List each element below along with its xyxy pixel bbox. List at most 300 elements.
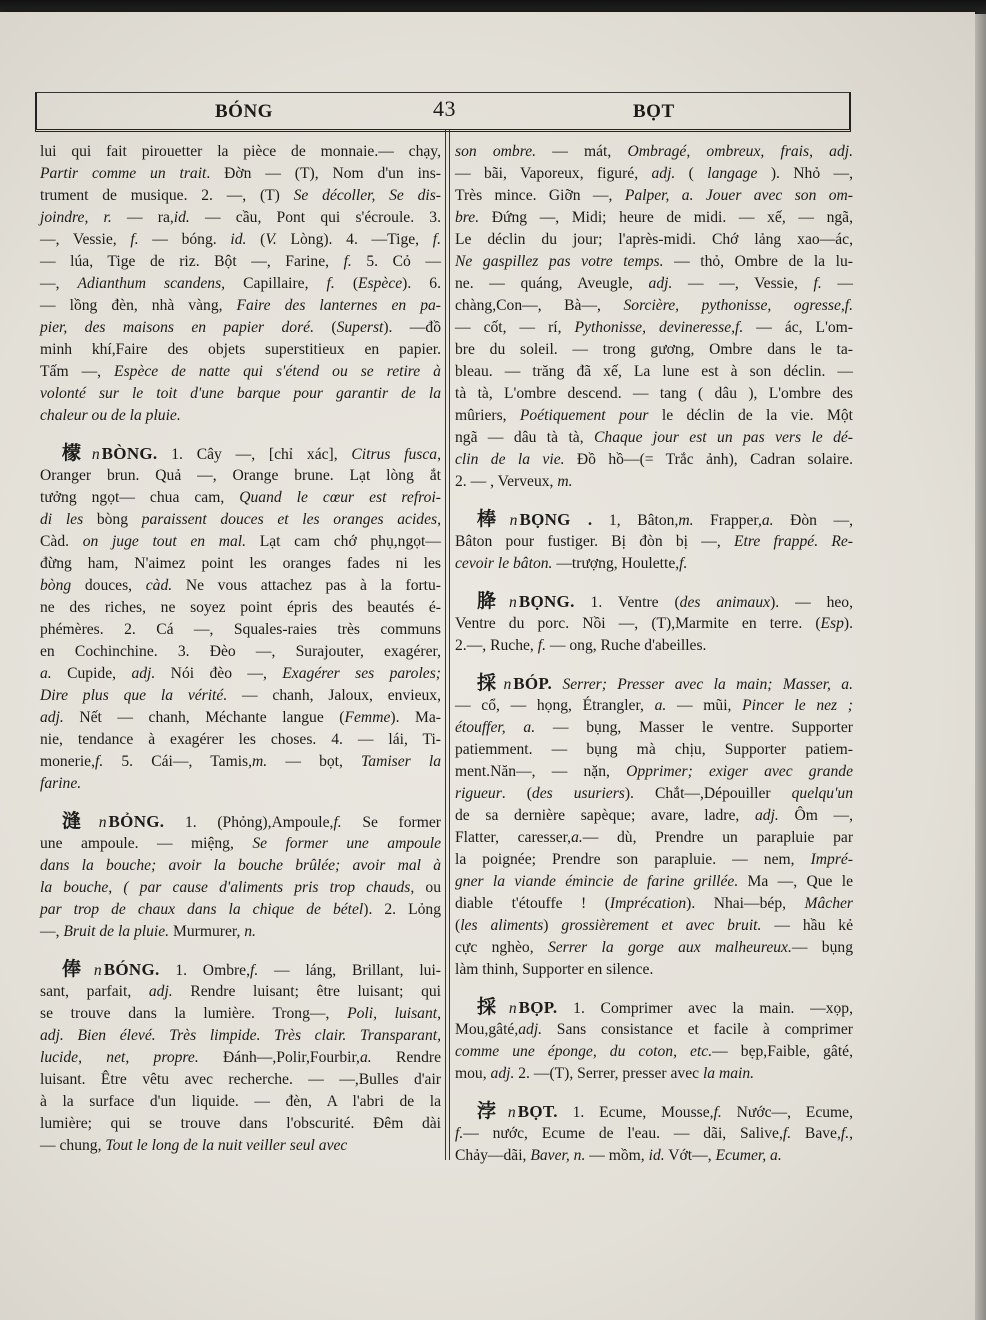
roman-text: 1. Cây —, [chỉ xác], bbox=[157, 446, 352, 463]
entry-line bbox=[40, 1069, 441, 1091]
entry-line bbox=[40, 877, 441, 899]
italic-text: f. bbox=[713, 1104, 722, 1121]
roman-text: tưởng ngọt— chua cam, bbox=[40, 489, 240, 506]
entry-line bbox=[40, 553, 441, 575]
chinese-character: 俸 bbox=[62, 959, 93, 980]
italic-text: cevoir le bâton. bbox=[455, 555, 553, 572]
roman-text: ). Chắt—,Dépouiller bbox=[624, 785, 792, 802]
italic-text: a. bbox=[761, 512, 774, 529]
roman-text: ). Nhai—bép, bbox=[686, 895, 805, 912]
entry-line bbox=[40, 597, 441, 619]
italic-text: Ecumer, a. bbox=[715, 1147, 782, 1164]
italic-text: f. bbox=[679, 555, 688, 572]
entry-line bbox=[40, 295, 441, 317]
italic-text: adj. bbox=[148, 983, 173, 1000]
roman-text: Se former bbox=[341, 814, 441, 831]
entry-line bbox=[40, 251, 441, 273]
italic-text: f. bbox=[343, 253, 352, 270]
italic-text: étouffer, a. bbox=[455, 719, 536, 736]
headword: BỎNG. bbox=[108, 812, 165, 831]
italic-text: f. bbox=[813, 275, 822, 292]
italic-text: rigueur bbox=[455, 785, 502, 802]
roman-text: Đòn —, bbox=[773, 512, 853, 529]
italic-text: son ombre. bbox=[455, 143, 537, 160]
roman-text: — chung, bbox=[40, 1137, 106, 1154]
italic-text: a. bbox=[359, 1049, 372, 1066]
chinese-character: 採 bbox=[477, 997, 508, 1018]
roman-text: ngã — dâu tà tà, bbox=[455, 429, 595, 446]
roman-text: ). bbox=[843, 615, 853, 632]
roman-text: Le déclin du jour; l'après-midi. Chớ lảng xao—ác, bbox=[455, 231, 853, 248]
roman-text: — thỏ, Ombre de la lu- bbox=[663, 253, 854, 270]
entry-line bbox=[40, 1047, 441, 1069]
roman-text: — ác, L'om- bbox=[743, 319, 853, 336]
italic-text: la main. bbox=[702, 1065, 755, 1082]
italic-text: f. bbox=[455, 1125, 464, 1142]
entry-line bbox=[40, 1135, 441, 1157]
entry-line bbox=[455, 695, 853, 717]
entry-line bbox=[40, 707, 441, 729]
roman-text: ( bbox=[334, 275, 359, 292]
roman-text: ). — heo, bbox=[770, 594, 853, 611]
italic-text: des usuriers bbox=[531, 785, 625, 802]
italic-text: f. bbox=[250, 962, 259, 979]
roman-text: une ampoule. — miệng, bbox=[40, 835, 253, 852]
roman-text: —trượng, Houlette, bbox=[552, 555, 680, 572]
part-of-speech: n bbox=[509, 594, 517, 611]
italic-text: Serrer la gorge aux malheureux. bbox=[547, 939, 792, 956]
page-number: 43 bbox=[433, 96, 456, 121]
roman-text: Bâton pour fustiger. Bị đòn bị —, bbox=[455, 533, 734, 550]
italic-text: m. bbox=[252, 753, 268, 770]
italic-text: farine. bbox=[40, 775, 82, 792]
roman-text: ment.Năn—, — nặn, bbox=[455, 763, 627, 780]
roman-text: ( bbox=[313, 319, 337, 336]
italic-text: bòng bbox=[40, 577, 72, 594]
roman-text: ). —đồ bbox=[383, 319, 441, 336]
entry-line bbox=[455, 805, 853, 827]
entry-line bbox=[455, 339, 853, 361]
italic-text: clin de la vie. bbox=[455, 451, 565, 468]
roman-text: ). Ma- bbox=[390, 709, 441, 726]
entry-line bbox=[455, 1123, 853, 1145]
italic-text: Palper, a. Jouer avec son om- bbox=[624, 187, 853, 204]
roman-text: ne des riches, ne soyez point épris des beautés é- bbox=[40, 599, 441, 616]
entry-line bbox=[40, 575, 441, 597]
dictionary-entry bbox=[455, 1101, 853, 1167]
roman-text: — —, Vessie, bbox=[672, 275, 814, 292]
italic-text: Dire plus que la vérité. bbox=[40, 687, 228, 704]
roman-text: à la surface d'un liquide. — đèn, A l'abri de la bbox=[40, 1093, 441, 1110]
entry-line bbox=[40, 833, 441, 855]
entry-line bbox=[455, 761, 853, 783]
roman-text: ). Nhỏ —, bbox=[757, 165, 853, 182]
entry-line bbox=[40, 1025, 441, 1047]
chinese-character: 檬 bbox=[62, 443, 91, 464]
italic-text: gner la viande émincie de farine grillée. bbox=[455, 873, 739, 890]
entry-line bbox=[455, 1019, 853, 1041]
entry-line bbox=[455, 163, 853, 185]
entry-line bbox=[455, 1101, 853, 1123]
roman-text: . Đờn — (T), Nom d'un ins- bbox=[206, 165, 441, 182]
roman-text: Đánh—,Polir,Fourbir, bbox=[198, 1049, 360, 1066]
roman-text: 1. Ventre ( bbox=[574, 594, 680, 611]
chinese-character: 浡 bbox=[477, 1101, 507, 1122]
entry-line bbox=[455, 893, 853, 915]
entry-line bbox=[455, 471, 853, 493]
italic-text: Espèce de natte qui s'étend ou se retire à bbox=[114, 363, 441, 380]
italic-text: Poli, luisant, bbox=[347, 1005, 442, 1022]
chinese-character: 漨 bbox=[62, 811, 98, 832]
part-of-speech: n bbox=[507, 1104, 516, 1121]
entry-line bbox=[455, 783, 853, 805]
dictionary-entry bbox=[40, 811, 441, 943]
entry-line bbox=[40, 619, 441, 641]
roman-text: —, Vessie, bbox=[40, 231, 131, 248]
entry-line bbox=[455, 673, 853, 695]
chinese-character: 胮 bbox=[477, 591, 509, 612]
roman-text: cực nghèo, bbox=[455, 939, 548, 956]
dictionary-entry bbox=[455, 591, 853, 657]
header-left-word: BÓNG bbox=[215, 101, 273, 122]
italic-text: les aliments bbox=[460, 917, 544, 934]
entry-line bbox=[455, 871, 853, 893]
entry-line bbox=[455, 591, 853, 613]
entry-line bbox=[40, 855, 441, 877]
part-of-speech: n bbox=[91, 446, 100, 463]
roman-text: lui qui fait pirouetter la pièce de monnaie.— chạy, bbox=[40, 143, 441, 160]
roman-text: mou, bbox=[455, 1065, 491, 1082]
italic-text: càd. bbox=[145, 577, 173, 594]
italic-text: f. bbox=[840, 1125, 850, 1142]
roman-text: phémères. 2. Cá —, Squales-raies très communs bbox=[40, 621, 441, 638]
entry-line bbox=[455, 849, 853, 871]
italic-text: adj. bbox=[651, 165, 676, 182]
roman-text: chàng,Con—, Bà—, bbox=[455, 297, 624, 314]
italic-text: on juge tout en mal. bbox=[82, 533, 247, 550]
entry-line bbox=[455, 959, 853, 981]
roman-text: bòng bbox=[83, 511, 142, 528]
roman-text: 1, Bâton, bbox=[592, 512, 679, 529]
italic-text: Se décoller, Se dis- bbox=[293, 187, 441, 204]
roman-text: ( bbox=[675, 165, 708, 182]
italic-text: adj. bbox=[648, 275, 673, 292]
roman-text: Lòng). 4. —Tige, bbox=[276, 231, 433, 248]
roman-text: Très mince. Giỡn —, bbox=[455, 187, 625, 204]
roman-text: patiemment. — bụng mà chịu, Supporter patiem- bbox=[455, 741, 853, 758]
italic-text: Exagérer ses paroles; bbox=[282, 665, 441, 682]
italic-text: lucide, net, propre. bbox=[40, 1049, 199, 1066]
roman-text: Đứng —, Midi; heure de midi. — xế, — ngã, bbox=[479, 209, 853, 226]
roman-text: ou bbox=[414, 879, 441, 896]
roman-text bbox=[552, 676, 562, 693]
roman-text: 1. Ombre, bbox=[159, 962, 251, 979]
roman-text: — bụng, Masser le ventre. Supporter bbox=[535, 719, 853, 736]
roman-text: Sans consistance et facile à comprimer bbox=[542, 1021, 853, 1038]
entry-line bbox=[40, 339, 441, 361]
italic-text: id. bbox=[173, 209, 190, 226]
entry-line bbox=[455, 553, 853, 575]
roman-text: — dù, Prendre un parapluie par bbox=[582, 829, 854, 846]
italic-text: la bouche, ( par cause d'aliments pris trop chauds, bbox=[40, 879, 415, 896]
left-column bbox=[40, 141, 441, 1157]
entry-continuation bbox=[40, 141, 441, 427]
roman-text: minh khí,Faire des objets superstitieux en papier. bbox=[40, 341, 441, 358]
roman-text: mûriers, bbox=[455, 407, 520, 424]
entry-line bbox=[455, 1063, 853, 1085]
running-header bbox=[35, 92, 851, 132]
entry-line bbox=[40, 663, 441, 685]
italic-text: Chaque jour est un pas vers le dé- bbox=[594, 429, 854, 446]
italic-text: comme une éponge, du coton, etc. bbox=[455, 1043, 713, 1060]
roman-text: ). 6. bbox=[402, 275, 441, 292]
roman-text: sant, parfait, bbox=[40, 983, 149, 1000]
italic-text: paraissent douces et les oranges acides, bbox=[141, 511, 441, 528]
roman-text: — bọt, bbox=[267, 753, 362, 770]
italic-text: Opprimer; exiger avec grande bbox=[626, 763, 853, 780]
roman-text: — bẹp,Faible, gâté, bbox=[712, 1043, 853, 1060]
roman-text: monerie, bbox=[40, 753, 95, 770]
roman-text: luisant. Être vêtu avec recherche. — —,Bulles d'air bbox=[40, 1071, 441, 1088]
italic-text: f. bbox=[95, 753, 104, 770]
roman-text: trument de musique. 2. —, (T) bbox=[40, 187, 294, 204]
italic-text: Sorcière, pythonisse, ogresse,f. bbox=[623, 297, 853, 314]
entry-line bbox=[455, 383, 853, 405]
roman-text: Nói đèo —, bbox=[155, 665, 283, 682]
roman-text: ) bbox=[543, 917, 562, 934]
headword: BỌP. bbox=[518, 998, 558, 1017]
entry-line bbox=[455, 251, 853, 273]
italic-text: Impré- bbox=[810, 851, 853, 868]
roman-text: lumière; qui se trouve dans l'obscurité. Đêm dài bbox=[40, 1115, 441, 1132]
entry-line bbox=[40, 273, 441, 295]
roman-text: Capillaire, bbox=[225, 275, 327, 292]
right-column bbox=[455, 141, 853, 1167]
italic-text: adj. bbox=[754, 807, 779, 824]
entry-line bbox=[455, 273, 853, 295]
italic-text: Superst bbox=[336, 319, 384, 336]
roman-text: Rendre luisant; être luisant; qui bbox=[172, 983, 441, 1000]
italic-text: chaleur ou de la pluie. bbox=[40, 407, 181, 424]
roman-text: Rendre bbox=[371, 1049, 441, 1066]
entry-line bbox=[455, 1145, 853, 1167]
roman-text: — bãi, Vaporeux, figuré, bbox=[455, 165, 652, 182]
italic-text: Adianthum scandens, bbox=[77, 275, 226, 292]
entry-line bbox=[455, 827, 853, 849]
roman-text: le déclin de la vie. Một bbox=[648, 407, 853, 424]
entry-line bbox=[40, 531, 441, 553]
italic-text: Partir comme un trait bbox=[40, 165, 207, 182]
italic-text: dans la bouche; avoir la bouche brûlée; avoir mal à bbox=[40, 857, 441, 874]
italic-text: Imprécation bbox=[609, 895, 687, 912]
italic-text: adj. bbox=[490, 1065, 515, 1082]
page-edge bbox=[975, 14, 986, 1320]
roman-text: — lúa, Tige de riz. Bột —, Farine, bbox=[40, 253, 344, 270]
headword: BỌNG. bbox=[518, 592, 575, 611]
italic-text: volonté sur le toit d'une barque pour garantir de la bbox=[40, 385, 441, 402]
roman-text: ne. — quáng, Aveugle, bbox=[455, 275, 649, 292]
roman-text: Chảy—dãi, bbox=[455, 1147, 531, 1164]
roman-text: Tấm —, bbox=[40, 363, 115, 380]
part-of-speech: n bbox=[98, 814, 107, 831]
header-right-word: BỌT bbox=[633, 101, 675, 122]
italic-text: Se former une ampoule bbox=[252, 835, 441, 852]
entry-line bbox=[455, 207, 853, 229]
roman-text: — mát, bbox=[536, 143, 628, 160]
italic-text: a. bbox=[571, 829, 583, 846]
roman-text: la poignée; Prendre son parapluie. — nem, bbox=[455, 851, 811, 868]
italic-text: Esp bbox=[820, 615, 844, 632]
roman-text: Cupide, bbox=[51, 665, 132, 682]
italic-text: f. bbox=[326, 275, 335, 292]
italic-text: Bruit de la pluie. bbox=[63, 923, 170, 940]
roman-text: Flatter, caresser, bbox=[455, 829, 572, 846]
italic-text: a. bbox=[654, 697, 667, 714]
italic-text: adj. Bien élevé. Très limpide. Très clair. Transparant, bbox=[40, 1027, 441, 1044]
italic-text: langage bbox=[707, 165, 758, 182]
roman-text: — lồng đèn, nhà vàng, bbox=[40, 297, 237, 314]
roman-text: — chanh, Jaloux, envieux, bbox=[227, 687, 441, 704]
italic-text: n. bbox=[244, 923, 256, 940]
italic-text: id. bbox=[648, 1147, 665, 1164]
roman-text: Mou,gâté, bbox=[455, 1021, 519, 1038]
italic-text: Pythonisse, devineresse,f. bbox=[574, 319, 744, 336]
entry-line bbox=[40, 141, 441, 163]
part-of-speech: n bbox=[503, 676, 512, 693]
roman-text: en Cochinchine. 3. Đèo —, Surajouter, exagérer, bbox=[40, 643, 441, 660]
entry-line bbox=[40, 959, 441, 981]
roman-text: Vớt—, bbox=[664, 1147, 716, 1164]
roman-text: Murmurer, bbox=[169, 923, 245, 940]
roman-text: 1. Ecume, Mousse, bbox=[557, 1104, 714, 1121]
roman-text: 5. Cỏ — bbox=[351, 253, 441, 270]
roman-text: ( bbox=[246, 231, 266, 248]
headword: BỌT. bbox=[517, 1102, 558, 1121]
roman-text: 2.—, Ruche, bbox=[455, 637, 538, 654]
entry-line bbox=[455, 361, 853, 383]
italic-text: Mâcher bbox=[804, 895, 853, 912]
headword: BÓP. bbox=[513, 674, 553, 693]
italic-text: Ombragé, ombreux, frais, adj. bbox=[627, 143, 853, 160]
italic-text: adj. bbox=[40, 709, 64, 726]
roman-text: đừng ham, N'aimez point les oranges fades ni les bbox=[40, 555, 441, 572]
entry-line bbox=[455, 1041, 853, 1063]
entry-line bbox=[40, 921, 441, 943]
italic-text: Faire des lanternes en pa- bbox=[236, 297, 441, 314]
entry-line bbox=[40, 729, 441, 751]
entry-line bbox=[40, 773, 441, 795]
roman-text: — ra, bbox=[111, 209, 174, 226]
italic-text: adj. bbox=[131, 665, 156, 682]
roman-text: —, bbox=[40, 275, 78, 292]
roman-text: — bụng bbox=[791, 939, 853, 956]
italic-text: adj. bbox=[518, 1021, 543, 1038]
roman-text: 2. —(T), Serrer, presser avec bbox=[514, 1065, 703, 1082]
part-of-speech: n bbox=[93, 962, 102, 979]
italic-text: pier, des maisons en papier doré. bbox=[40, 319, 314, 336]
chinese-character: 採 bbox=[477, 673, 503, 694]
roman-text: diable t'étouffe ! ( bbox=[455, 895, 610, 912]
entry-line bbox=[40, 509, 441, 531]
italic-text: Quand le cœur est refroi- bbox=[239, 489, 441, 506]
roman-text: , bbox=[849, 1125, 853, 1142]
roman-text: — ong, Ruche d'abeilles. bbox=[545, 637, 707, 654]
italic-text: a. bbox=[40, 665, 52, 682]
italic-text: Tout le long de la nuit veiller seul avec bbox=[105, 1137, 348, 1154]
italic-text: f. bbox=[130, 231, 139, 248]
entry-line bbox=[40, 229, 441, 251]
entry-line bbox=[40, 685, 441, 707]
roman-text: —, bbox=[40, 923, 64, 940]
entry-line bbox=[455, 185, 853, 207]
roman-text: — mồm, bbox=[585, 1147, 649, 1164]
roman-text: ( bbox=[455, 917, 461, 934]
roman-text: . ( bbox=[501, 785, 532, 802]
entry-line bbox=[40, 405, 441, 427]
roman-text: 2. — , Verveux, bbox=[455, 473, 558, 490]
entry-line bbox=[455, 635, 853, 657]
entry-line bbox=[40, 317, 441, 339]
entry-line bbox=[40, 185, 441, 207]
roman-text: 5. Cái—, Tamis, bbox=[103, 753, 253, 770]
entry-line bbox=[455, 229, 853, 251]
roman-text: Ventre du porc. Nồi —, (T),Marmite en terre. ( bbox=[455, 615, 821, 632]
roman-text: 1. Comprimer avec la main. —xọp, bbox=[557, 1000, 853, 1017]
roman-text: Ne vous attachez pas à la fortu- bbox=[172, 577, 442, 594]
entry-line bbox=[455, 317, 853, 339]
italic-text: Tamiser la bbox=[361, 753, 441, 770]
italic-text: di les bbox=[40, 511, 84, 528]
dictionary-entry bbox=[455, 673, 853, 981]
roman-text: bleau. — trăng đã xế, La lune est à son déclin. — bbox=[455, 363, 853, 380]
roman-text: de sa dernière sapèque; avare, ladre, bbox=[455, 807, 755, 824]
entry-line bbox=[40, 811, 441, 833]
roman-text: — hầu kẻ bbox=[761, 917, 854, 934]
italic-text: joindre, r. bbox=[40, 209, 112, 226]
italic-text: Pincer le nez ; bbox=[742, 697, 853, 714]
entry-line bbox=[40, 751, 441, 773]
entry-line bbox=[455, 449, 853, 471]
roman-text: se trouve dans la lumière. Trong—, bbox=[40, 1005, 348, 1022]
roman-text: douces, bbox=[71, 577, 146, 594]
entry-line bbox=[455, 739, 853, 761]
roman-text: — cầu, Pont qui s'écroule. 3. bbox=[189, 209, 441, 226]
entry-continuation bbox=[455, 141, 853, 493]
roman-text: tà tà, L'ombre descend. — tang ( dâu ), L'ombre des bbox=[455, 385, 853, 402]
italic-text: m. bbox=[557, 473, 573, 490]
italic-text: quelqu'un bbox=[791, 785, 853, 802]
roman-text: Nước—, Ecume, bbox=[721, 1104, 853, 1121]
entry-line bbox=[40, 163, 441, 185]
roman-text: bre du soleil. — trong gương, Ombre dans le ta- bbox=[455, 341, 853, 358]
headword: BỌNG . bbox=[519, 510, 593, 529]
entry-line bbox=[40, 899, 441, 921]
roman-text: Oranger brun. Quả —, Orange brune. Lạt lòng ắt bbox=[40, 467, 441, 484]
italic-text: V. bbox=[265, 231, 277, 248]
entry-line bbox=[40, 443, 441, 465]
roman-text: làm thinh, Supporter en silence. bbox=[455, 961, 654, 978]
entry-line bbox=[40, 383, 441, 405]
roman-text: — cốt, — rí, bbox=[455, 319, 575, 336]
entry-line bbox=[455, 531, 853, 553]
entry-line bbox=[455, 427, 853, 449]
entry-line bbox=[455, 295, 853, 317]
entry-line bbox=[40, 1091, 441, 1113]
roman-text: — cổ, — họng, Étrangler, bbox=[455, 697, 655, 714]
entry-line bbox=[40, 641, 441, 663]
dictionary-entry bbox=[40, 443, 441, 795]
roman-text: — bóng. bbox=[138, 231, 231, 248]
